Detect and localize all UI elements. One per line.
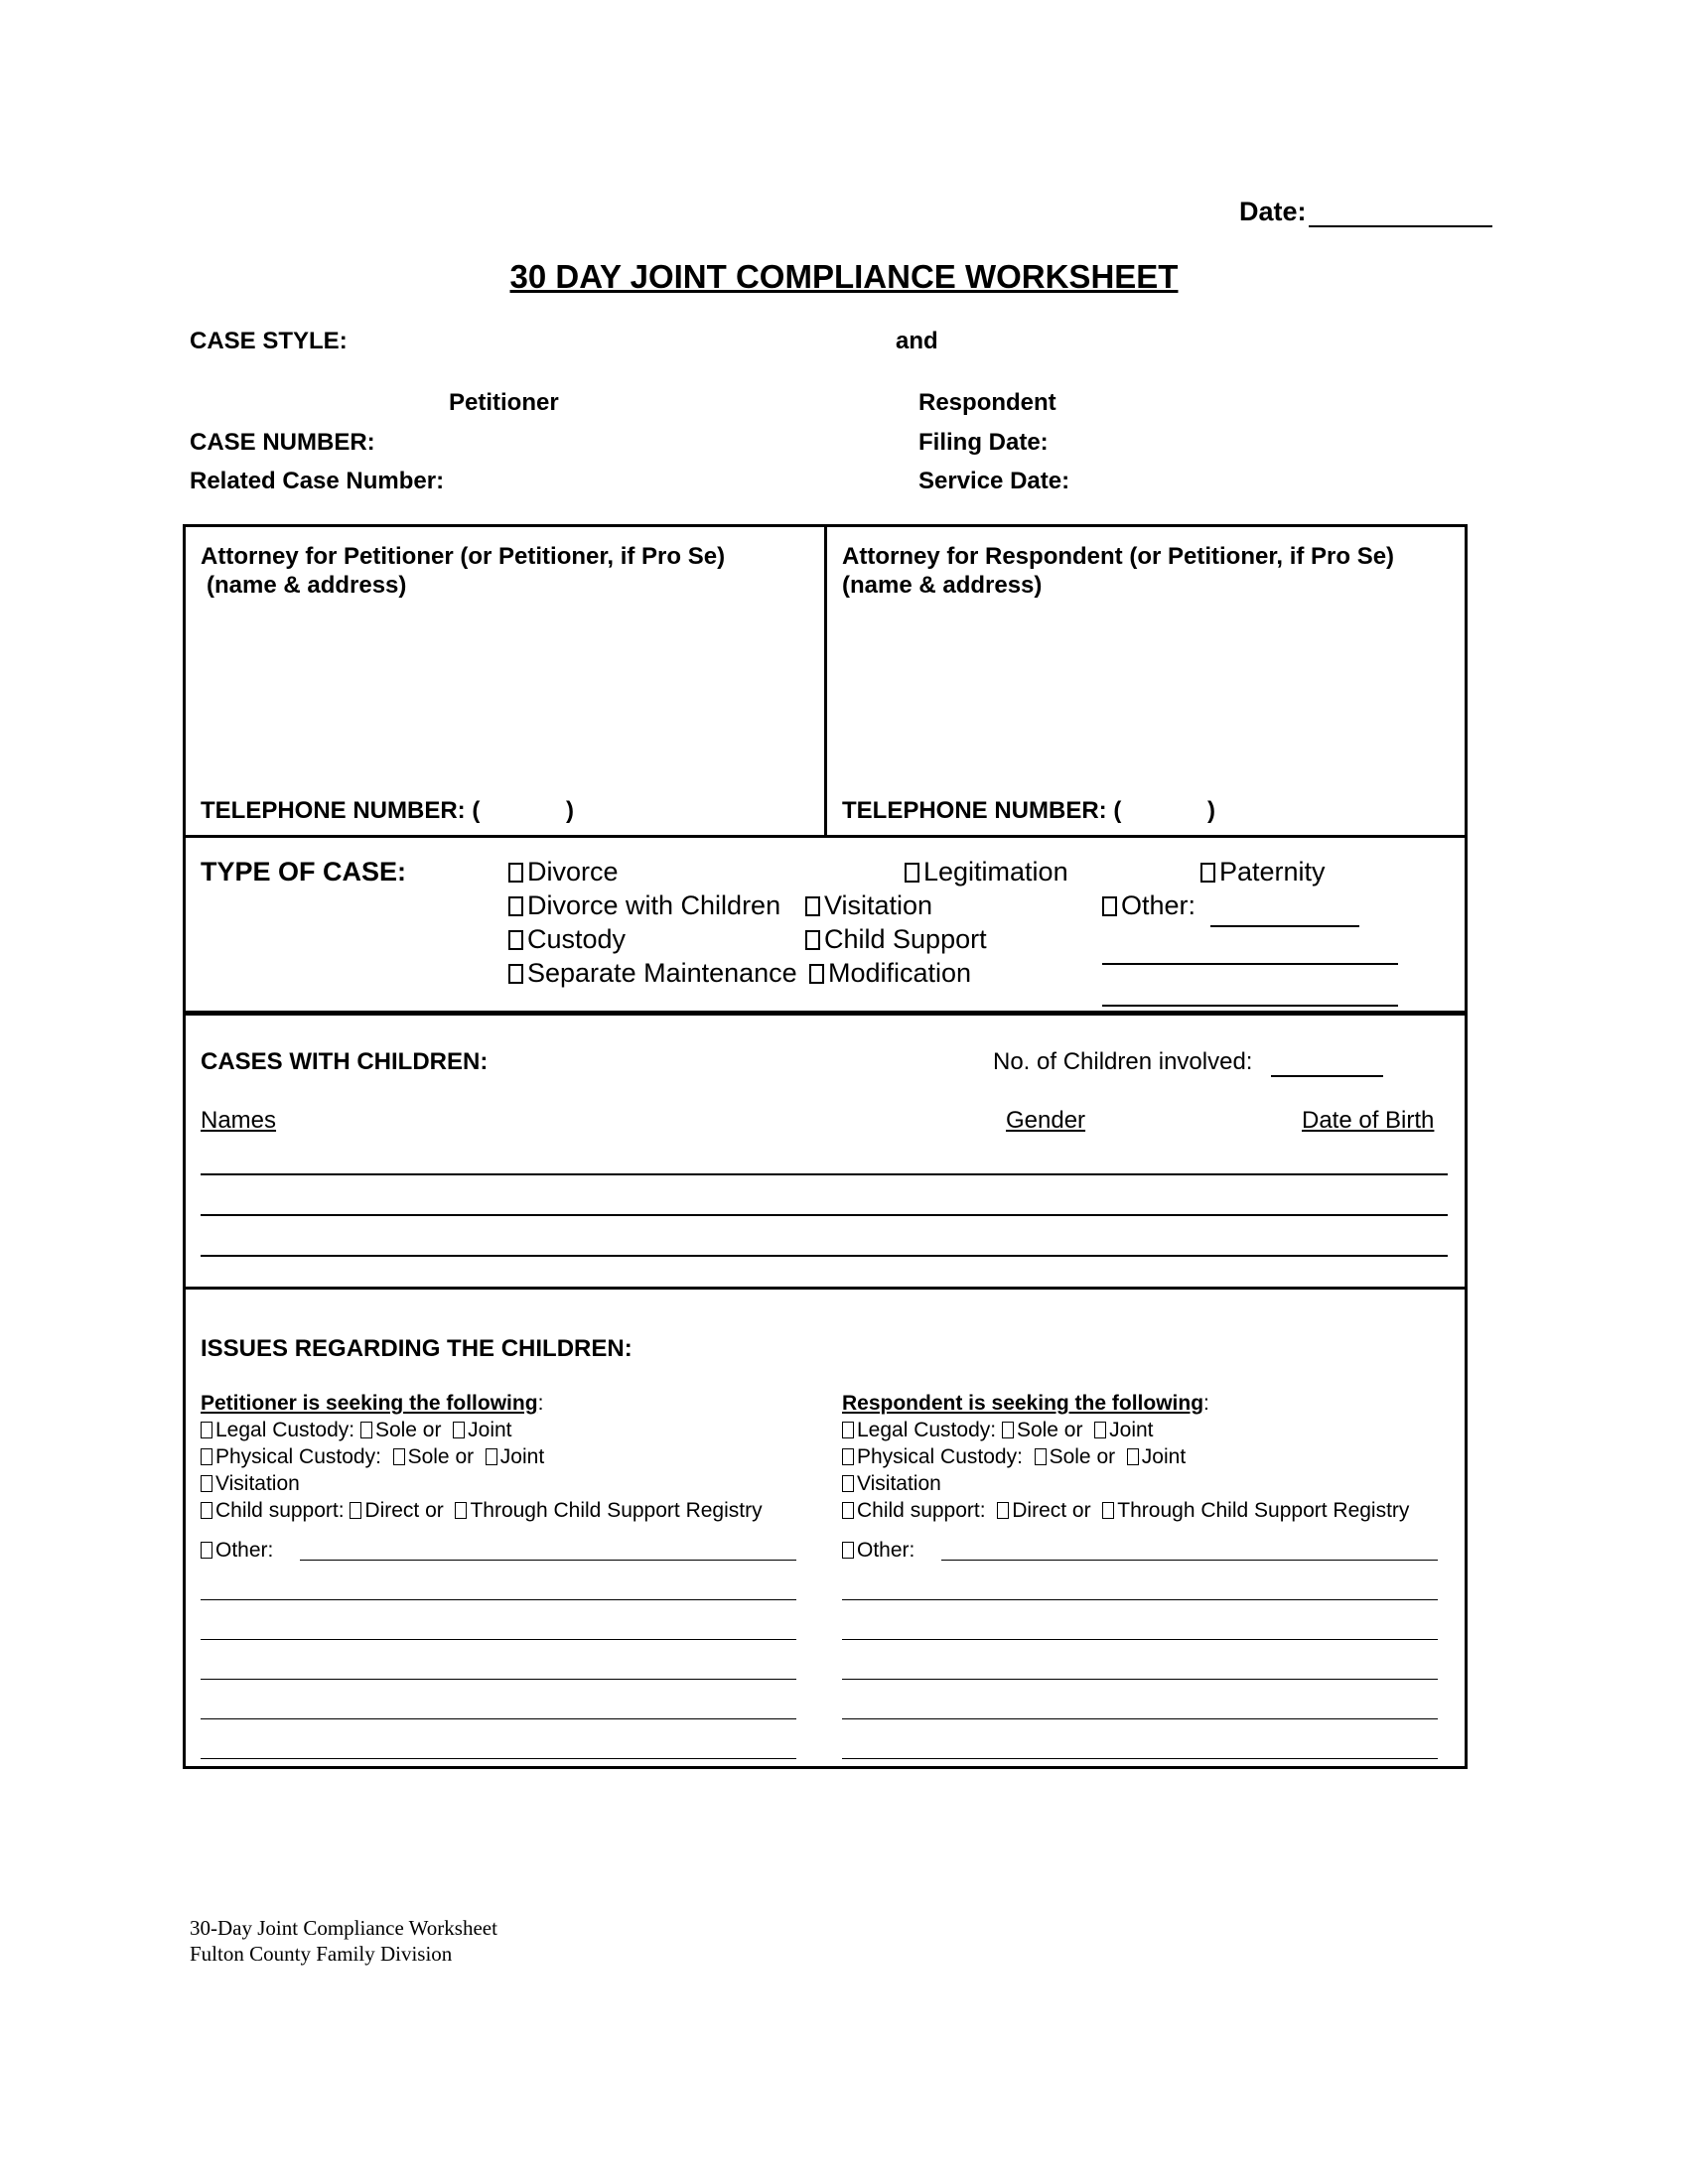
and-label: and [896, 328, 938, 354]
option-divorce-with-children[interactable]: Divorce with Children [508, 890, 780, 921]
petitioner-other-line[interactable] [201, 1718, 796, 1719]
checkbox-icon[interactable] [1102, 1502, 1114, 1519]
checkbox-icon[interactable] [905, 863, 919, 883]
checkbox-icon[interactable] [997, 1502, 1009, 1519]
option-visitation[interactable]: Visitation [805, 890, 932, 921]
checkbox-icon[interactable] [508, 964, 523, 984]
case-number-label: CASE NUMBER: [190, 429, 375, 456]
checkbox-icon[interactable] [201, 1422, 212, 1438]
petitioner-physical-custody: Physical Custody: Sole or Joint [201, 1445, 544, 1469]
petitioner-attorney-heading: Attorney for Petitioner (or Petitioner, if Pro Se) [201, 543, 726, 570]
petitioner-legal-custody: Legal Custody: Sole or Joint [201, 1419, 512, 1442]
checkbox-icon[interactable] [508, 863, 523, 883]
cases-with-children-label: CASES WITH CHILDREN: [201, 1048, 489, 1075]
option-legitimation[interactable]: Legitimation [905, 857, 1068, 887]
petitioner-other-line[interactable] [201, 1599, 796, 1600]
option-paternity[interactable]: Paternity [1200, 857, 1326, 887]
page-title: 30 DAY JOINT COMPLIANCE WORKSHEET [509, 258, 1179, 295]
respondent-physical-custody: Physical Custody: Sole or Joint [842, 1445, 1186, 1469]
petitioner-label: Petitioner [449, 389, 559, 416]
footer-division: Fulton County Family Division [190, 1942, 453, 1966]
respondent-visitation: Visitation [842, 1472, 941, 1496]
respondent-seeking-heading: Respondent is seeking the following: [842, 1392, 1209, 1415]
respondent-child-support: Child support: Direct or Through Child Support Registry [842, 1499, 1409, 1523]
other-input-line-1[interactable] [1210, 925, 1359, 927]
checkbox-icon[interactable] [360, 1422, 372, 1438]
checkbox-icon[interactable] [393, 1448, 405, 1465]
children-count-input-line[interactable] [1271, 1075, 1383, 1077]
related-case-number-label: Related Case Number: [190, 468, 445, 494]
petitioner-attorney-sub: (name & address) [207, 572, 407, 599]
petitioner-other-line[interactable] [201, 1679, 796, 1680]
checkbox-icon[interactable] [1094, 1422, 1106, 1438]
respondent-telephone-label: TELEPHONE NUMBER: ( [842, 797, 1122, 824]
checkbox-icon[interactable] [842, 1448, 854, 1465]
petitioner-visitation: Visitation [201, 1472, 300, 1496]
col-gender-header: Gender [1006, 1107, 1086, 1134]
petitioner-child-support: Child support: Direct or Through Child Support Registry [201, 1499, 763, 1523]
respondent-other-line[interactable] [842, 1639, 1438, 1640]
respondent-other-line[interactable] [842, 1599, 1438, 1600]
checkbox-icon[interactable] [508, 896, 523, 916]
col-names-header: Names [201, 1107, 277, 1134]
checkbox-icon[interactable] [1002, 1422, 1014, 1438]
footer-form-name: 30-Day Joint Compliance Worksheet [190, 1916, 497, 1940]
petitioner-telephone-label: TELEPHONE NUMBER: ( [201, 797, 481, 824]
checkbox-icon[interactable] [809, 964, 824, 984]
checkbox-icon[interactable] [453, 1422, 465, 1438]
checkbox-icon[interactable] [842, 1475, 854, 1492]
checkbox-icon[interactable] [201, 1475, 212, 1492]
respondent-attorney-sub: (name & address) [842, 572, 1043, 599]
attorneys-divider [824, 524, 827, 838]
checkbox-icon[interactable] [842, 1542, 854, 1559]
issues-label: ISSUES REGARDING THE CHILDREN: [201, 1335, 633, 1362]
respondent-other-line[interactable] [842, 1758, 1438, 1759]
other-input-line-2[interactable] [1102, 963, 1398, 965]
option-modification[interactable]: Modification [809, 958, 971, 989]
petitioner-other-line[interactable] [201, 1758, 796, 1759]
child-entry-line[interactable] [201, 1255, 1448, 1257]
option-divorce[interactable]: Divorce [508, 857, 619, 887]
petitioner-telephone-close: ) [566, 797, 574, 824]
option-other[interactable]: Other: [1102, 890, 1196, 921]
child-entry-line[interactable] [201, 1173, 1448, 1175]
child-entry-line[interactable] [201, 1214, 1448, 1216]
petitioner-other-line[interactable] [201, 1639, 796, 1640]
respondent-other: Other: [842, 1539, 914, 1563]
checkbox-icon[interactable] [842, 1502, 854, 1519]
checkbox-icon[interactable] [1102, 896, 1117, 916]
date-label: Date: [1239, 197, 1307, 226]
petitioner-seeking-heading: Petitioner is seeking the following: [201, 1392, 544, 1415]
option-custody[interactable]: Custody [508, 924, 626, 955]
checkbox-icon[interactable] [842, 1422, 854, 1438]
checkbox-icon[interactable] [1200, 863, 1215, 883]
petitioner-other-line[interactable] [300, 1560, 796, 1561]
checkbox-icon[interactable] [486, 1448, 497, 1465]
other-input-line-3[interactable] [1102, 1005, 1398, 1007]
checkbox-icon[interactable] [508, 930, 523, 950]
respondent-other-line[interactable] [842, 1718, 1438, 1719]
col-dob-header: Date of Birth [1302, 1107, 1435, 1134]
date-input-line[interactable] [1309, 225, 1492, 227]
case-style-label: CASE STYLE: [190, 328, 348, 354]
checkbox-icon[interactable] [805, 896, 820, 916]
checkbox-icon[interactable] [455, 1502, 467, 1519]
service-date-label: Service Date: [918, 468, 1070, 494]
checkbox-icon[interactable] [805, 930, 820, 950]
checkbox-icon[interactable] [201, 1502, 212, 1519]
respondent-telephone-close: ) [1207, 797, 1215, 824]
respondent-legal-custody: Legal Custody: Sole or Joint [842, 1419, 1154, 1442]
checkbox-icon[interactable] [201, 1542, 212, 1559]
option-child-support[interactable]: Child Support [805, 924, 987, 955]
respondent-attorney-heading: Attorney for Respondent (or Petitioner, if Pro Se) [842, 543, 1395, 570]
children-count-label: No. of Children involved: [993, 1048, 1253, 1075]
respondent-other-line[interactable] [842, 1679, 1438, 1680]
filing-date-label: Filing Date: [918, 429, 1049, 456]
respondent-other-line[interactable] [941, 1560, 1438, 1561]
checkbox-icon[interactable] [1127, 1448, 1139, 1465]
petitioner-other: Other: [201, 1539, 273, 1563]
checkbox-icon[interactable] [350, 1502, 361, 1519]
checkbox-icon[interactable] [201, 1448, 212, 1465]
option-separate-maintenance[interactable]: Separate Maintenance [508, 958, 797, 989]
checkbox-icon[interactable] [1035, 1448, 1047, 1465]
respondent-label: Respondent [918, 389, 1056, 416]
type-of-case-label: TYPE OF CASE: [201, 857, 407, 887]
